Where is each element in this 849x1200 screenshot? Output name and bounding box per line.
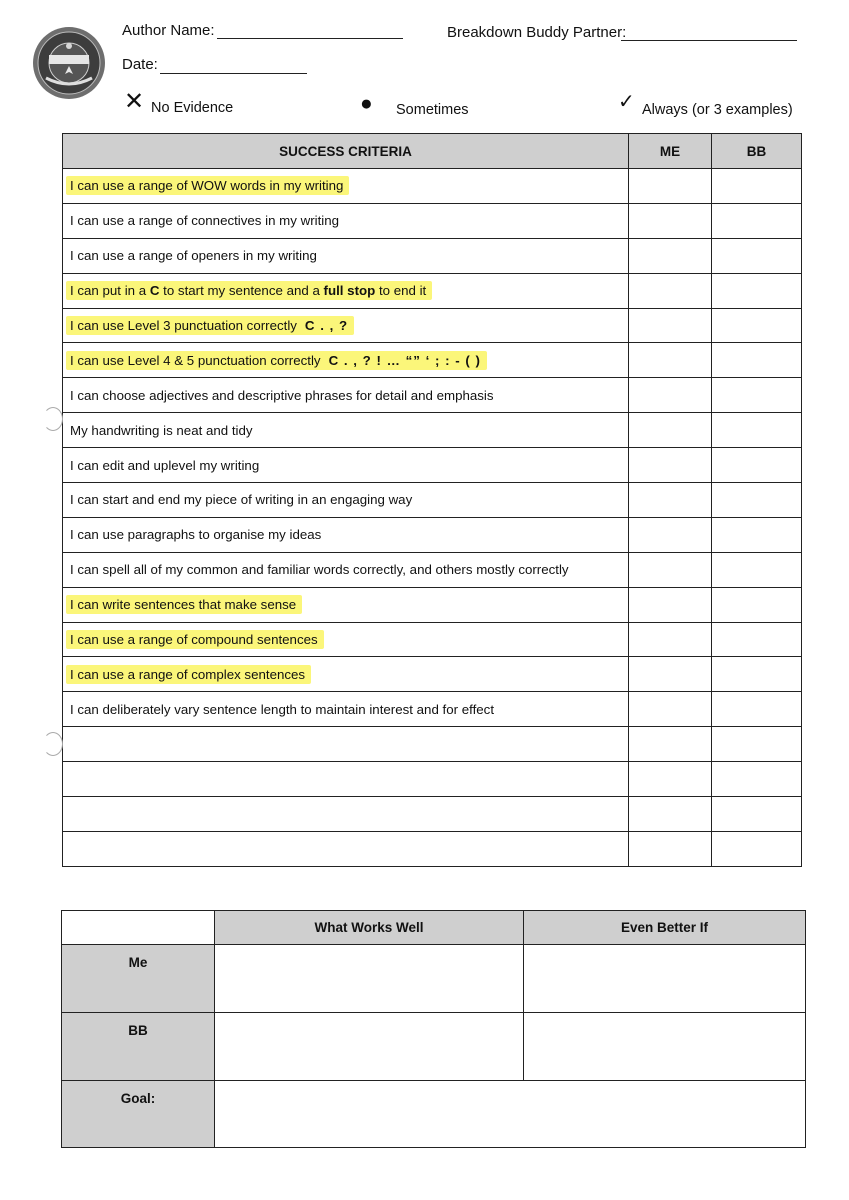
criteria-cell (63, 448, 629, 483)
bb-cell[interactable] (712, 517, 802, 552)
criteria-row (63, 413, 802, 448)
school-logo (32, 26, 106, 100)
bb-cell[interactable] (712, 413, 802, 448)
punch-hole (43, 407, 63, 431)
criteria-cell[interactable] (63, 831, 629, 866)
sometimes-label: Sometimes (396, 102, 469, 118)
criteria-row (63, 203, 802, 238)
me-cell[interactable] (629, 343, 712, 378)
me-cell[interactable] (629, 483, 712, 518)
me-ebi-cell[interactable] (524, 945, 806, 1013)
what-works-well-header: What Works Well (215, 911, 524, 945)
bb-cell[interactable] (712, 657, 802, 692)
criteria-text: I can use a range of openers in my writing (70, 248, 317, 264)
bb-cell[interactable] (712, 308, 802, 343)
me-cell[interactable] (629, 657, 712, 692)
me-cell[interactable] (629, 831, 712, 866)
always-label: Always (or 3 examples) (642, 102, 793, 118)
bb-cell[interactable] (712, 727, 802, 762)
criteria-cell (63, 203, 629, 238)
criteria-cell (63, 552, 629, 587)
bb-cell[interactable] (712, 622, 802, 657)
criteria-text: I can use a range of complex sentences (66, 665, 311, 684)
feedback-corner-cell (62, 911, 215, 945)
criteria-row (63, 378, 802, 413)
me-cell[interactable] (629, 622, 712, 657)
criteria-text-part: I can use Level 4 & 5 punctuation correctly (70, 352, 321, 368)
bb-www-cell[interactable] (215, 1013, 524, 1081)
me-cell[interactable] (629, 587, 712, 622)
feedback-row-me (62, 945, 806, 1013)
me-cell[interactable] (629, 762, 712, 797)
criteria-text-part: I can put in a (70, 283, 150, 299)
criteria-text-bold: full stop (323, 283, 376, 299)
criteria-text (66, 351, 487, 370)
date-field[interactable] (160, 73, 307, 74)
criteria-cell (63, 238, 629, 273)
criteria-row (63, 692, 802, 727)
punch-hole (43, 732, 63, 756)
bb-cell[interactable] (712, 169, 802, 204)
bb-cell[interactable] (712, 762, 802, 797)
criteria-text: I can deliberately vary sentence length to maintain interest and for effect (70, 701, 495, 717)
criteria-cell[interactable] (63, 727, 629, 762)
criteria-header-row (63, 134, 802, 169)
success-criteria-table (62, 133, 802, 867)
me-cell[interactable] (629, 378, 712, 413)
even-better-if-header: Even Better If (524, 911, 806, 945)
criteria-text (66, 281, 432, 300)
me-header: ME (629, 134, 712, 169)
criteria-cell (63, 378, 629, 413)
bb-cell[interactable] (712, 552, 802, 587)
cross-icon: ✕ (124, 88, 145, 115)
criteria-text: I can use a range of WOW words in my writing (66, 176, 349, 195)
empty-criteria-row (63, 831, 802, 866)
empty-criteria-row (63, 797, 802, 832)
punctuation-marks: C . , ? ! … “” ‘ ; : - ( ) (328, 352, 481, 368)
bb-cell[interactable] (712, 448, 802, 483)
partner-label: Breakdown Buddy Partner: (447, 24, 627, 41)
bb-ebi-cell[interactable] (524, 1013, 806, 1081)
criteria-cell[interactable] (63, 762, 629, 797)
criteria-row (63, 448, 802, 483)
author-name-label: Author Name: (122, 22, 215, 39)
criteria-row (63, 587, 802, 622)
criteria-row (63, 343, 802, 378)
date-label: Date: (122, 56, 158, 73)
feedback-header-row (62, 911, 806, 945)
criteria-text-bold: C (149, 283, 160, 299)
criteria-text-part: to start my sentence and a (159, 283, 324, 299)
criteria-text-part: I can use Level 3 punctuation correctly (70, 318, 297, 333)
me-cell[interactable] (629, 448, 712, 483)
me-cell[interactable] (629, 727, 712, 762)
row-label-goal: Goal: (62, 1081, 215, 1148)
row-label-bb: BB (62, 1013, 215, 1081)
me-www-cell[interactable] (215, 945, 524, 1013)
checkmark-icon: ✓ (618, 91, 635, 113)
criteria-cell (63, 587, 629, 622)
criteria-text: I can use a range of connectives in my writing (70, 213, 340, 229)
criteria-text: My handwriting is neat and tidy (70, 422, 253, 438)
me-cell[interactable] (629, 517, 712, 552)
criteria-text: I can spell all of my common and familiar words correctly, and others mostly correctly (70, 562, 569, 578)
criteria-cell (63, 308, 629, 343)
bb-cell[interactable] (712, 378, 802, 413)
feedback-row-goal (62, 1081, 806, 1148)
criteria-row (63, 657, 802, 692)
criteria-text-part: to end it (375, 283, 427, 299)
me-cell[interactable] (629, 308, 712, 343)
me-cell[interactable] (629, 797, 712, 832)
criteria-cell (63, 657, 629, 692)
me-cell[interactable] (629, 413, 712, 448)
me-cell[interactable] (629, 552, 712, 587)
criteria-row (63, 552, 802, 587)
bb-header: BB (712, 134, 802, 169)
criteria-cell (63, 517, 629, 552)
criteria-text (66, 316, 354, 335)
criteria-row (63, 308, 802, 343)
success-criteria-header: SUCCESS CRITERIA (63, 134, 629, 169)
bb-cell[interactable] (712, 797, 802, 832)
criteria-cell (63, 483, 629, 518)
criteria-cell (63, 343, 629, 378)
criteria-cell (63, 692, 629, 727)
bb-cell[interactable] (712, 238, 802, 273)
criteria-row (63, 517, 802, 552)
empty-criteria-row (63, 762, 802, 797)
criteria-cell[interactable] (63, 797, 629, 832)
criteria-row (63, 483, 802, 518)
me-cell[interactable] (629, 203, 712, 238)
criteria-row (63, 238, 802, 273)
goal-cell[interactable] (215, 1081, 806, 1148)
criteria-cell (63, 622, 629, 657)
me-cell[interactable] (629, 238, 712, 273)
me-cell[interactable] (629, 169, 712, 204)
me-cell[interactable] (629, 273, 712, 308)
bb-cell[interactable] (712, 587, 802, 622)
empty-criteria-row (63, 727, 802, 762)
criteria-text: I can use a range of compound sentences (66, 630, 324, 649)
criteria-row (63, 622, 802, 657)
criteria-text: I can start and end my piece of writing in an engaging way (70, 492, 413, 508)
feedback-table (61, 910, 806, 1148)
bb-cell[interactable] (712, 692, 802, 727)
partner-field[interactable] (621, 40, 797, 41)
criteria-text: I can choose adjectives and descriptive phrases for detail and emphasis (70, 387, 494, 403)
criteria-cell (63, 273, 629, 308)
bb-cell[interactable] (712, 343, 802, 378)
criteria-text: I can use paragraphs to organise my ideas (70, 527, 322, 543)
me-cell[interactable] (629, 692, 712, 727)
punctuation-marks: C . , ? (304, 318, 349, 333)
criteria-cell (63, 413, 629, 448)
criteria-row (63, 273, 802, 308)
criteria-text: I can write sentences that make sense (66, 595, 302, 614)
no-evidence-label: No Evidence (151, 100, 234, 116)
bb-cell[interactable] (712, 203, 802, 238)
dot-icon: ● (360, 92, 373, 115)
row-label-me: Me (62, 945, 215, 1013)
feedback-row-bb (62, 1013, 806, 1081)
bb-cell[interactable] (712, 483, 802, 518)
criteria-text: I can edit and uplevel my writing (70, 457, 260, 473)
author-name-field[interactable] (217, 38, 403, 39)
bb-cell[interactable] (712, 831, 802, 866)
bb-cell[interactable] (712, 273, 802, 308)
criteria-row (63, 169, 802, 204)
criteria-cell (63, 169, 629, 204)
